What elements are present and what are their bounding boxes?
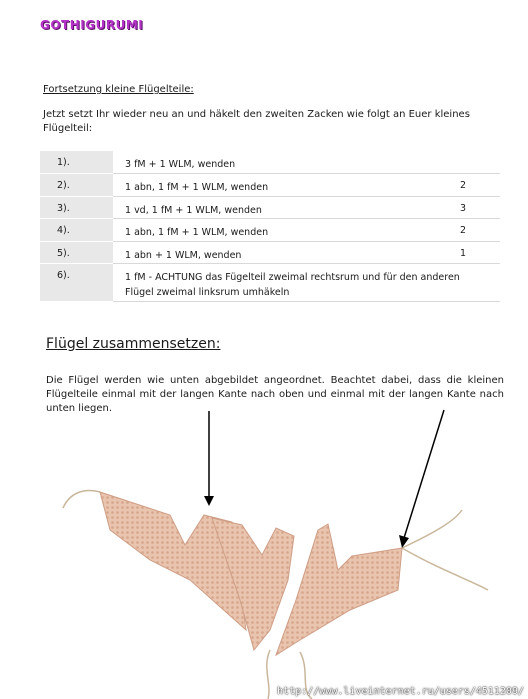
section-title: Flügel zusammensetzen: [46,336,221,352]
step-instruction: 1 fM - ACHTUNG das Fügelteil zweimal rechtsrum und für den anderen Flügel zweimal linksrum umhäkeln [113,264,460,302]
step-count: 3 [460,196,500,219]
step-number: 3). [40,196,113,219]
subheading: Fortsetzung kleine Flügelteile: [43,84,194,95]
yarn-tail-left [63,491,100,508]
intro-text: Jetzt setzt Ihr wieder neu an und häkelt den zweiten Zacken wie folgt an Euer kleines Flügelteil: [43,109,470,134]
step-instruction: 1 abn, 1 fM + 1 WLM, wenden [113,174,460,197]
step-instruction: 3 fM + 1 WLM, wenden [113,151,460,174]
description-text: Die Flügel werden wie unten abgebildet angeordnet. Beachtet dabei, dass die kleinen Flügelteile einmal mit der langen Kante nach oben und einmal mit der langen Kante nach unten liegen. [46,375,504,414]
step-instruction: 1 vd, 1 fM + 1 WLM, wenden [113,196,460,219]
wing-piece-right [276,524,402,655]
yarn-tail-right [402,510,488,590]
step-number: 2). [40,174,113,197]
step-count: 2 [460,219,500,242]
step-number: 6). [40,264,113,302]
wing-piece-left [100,492,246,630]
step-count: 2 [460,174,500,197]
step-number: 4). [40,219,113,242]
watermark-url: http://www.liveinternet.ru/users/4511209/ [277,686,524,697]
brand-logo: GOTHIGURUMI [40,18,144,32]
step-number: 1). [40,151,113,174]
arrow-head-down-icon [204,496,214,506]
step-instruction: 1 abn, 1 fM + 1 WLM, wenden [113,219,460,242]
step-count: 1 [460,241,500,264]
step-number: 5). [40,241,113,264]
arrow-diagonal-icon [404,410,444,538]
step-instruction: 1 abn + 1 WLM, wenden [113,241,460,264]
